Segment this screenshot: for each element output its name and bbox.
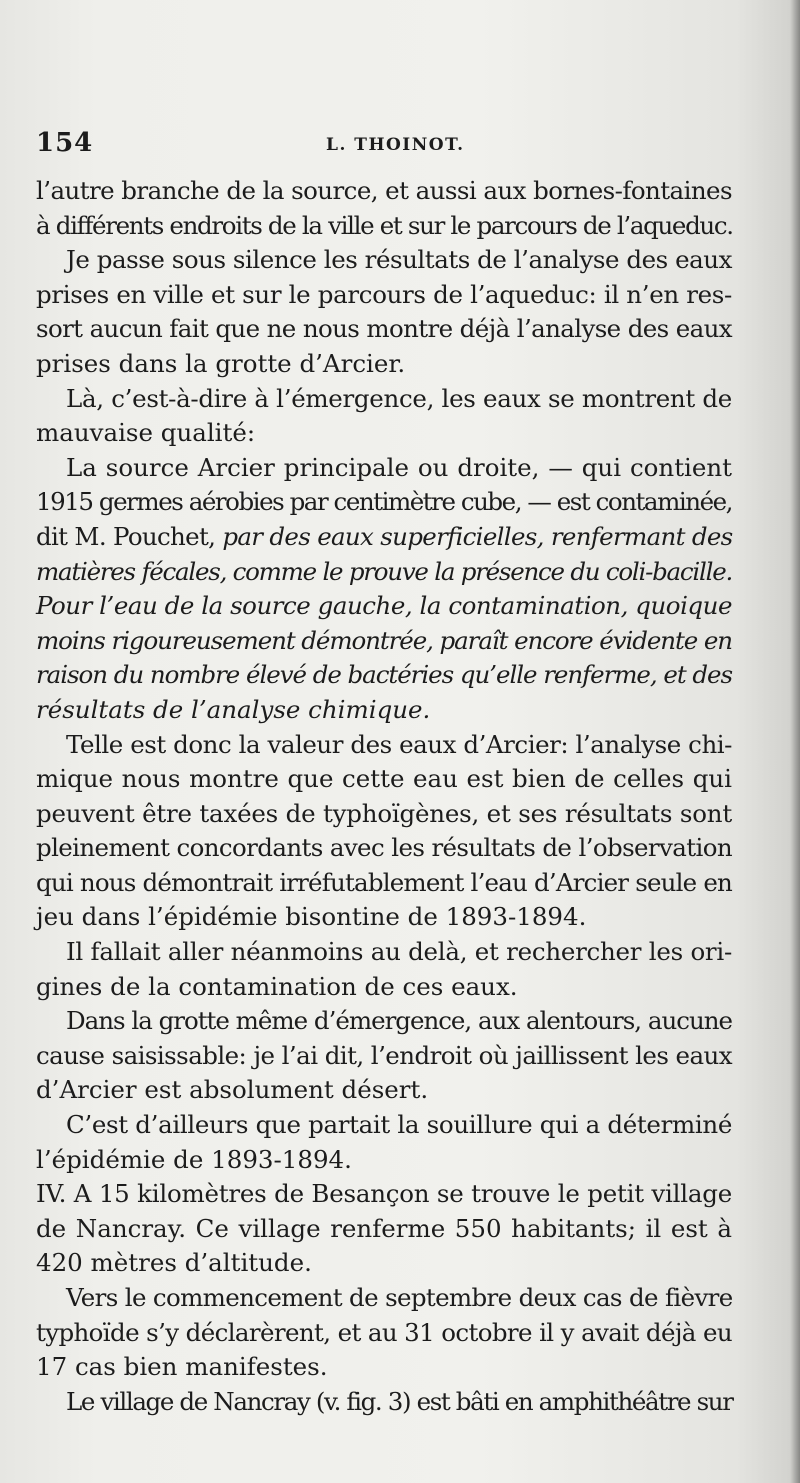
paragraph <box>36 1385 732 1420</box>
paragraph <box>36 728 732 936</box>
text-line: Le village de Nancray (v. fig. 3) est bâti en amphithéâtre sur <box>66 1386 733 1416</box>
text-line: Telle est donc la valeur des eaux d’Arcier: l’analyse chi- <box>66 729 732 759</box>
page-number: 154 <box>36 128 94 158</box>
text-line: l’autre branche de la source, et aussi aux bornes-fontaines <box>36 176 732 205</box>
text-run: dit M. Pouchet, <box>36 521 223 551</box>
italic-line: moins rigoureusement démontrée, paraît encore évidente en <box>36 625 732 655</box>
page-header <box>36 128 736 168</box>
paragraph <box>36 243 732 381</box>
text-line: Vers le commencement de septembre deux cas de fièvre <box>66 1283 733 1312</box>
text-line: 17 cas bien manifestes. <box>36 1352 328 1382</box>
text-line: Là, c’est-à-dire à l’émergence, les eaux se montrent de <box>66 383 732 413</box>
text-line: l’épidémie de 1893-1894. <box>36 1144 352 1174</box>
text-line: gines de la contamination de ces eaux. <box>36 971 518 1001</box>
text-line: Je passe sous silence les résultats de l’analyse des eaux <box>66 245 732 275</box>
text-line: pleinement concordants avec les résultats de l’observation <box>36 833 732 863</box>
paragraph <box>36 1004 732 1108</box>
text-line: Il fallait aller néanmoins au delà, et rechercher les ori- <box>66 937 732 967</box>
text-line: IV. A 15 kilomètres de Besançon se trouve le petit village <box>36 1179 732 1209</box>
text-line: de Nancray. Ce village renferme 550 habitants; il est à <box>36 1213 732 1243</box>
text-line: à différents endroits de la ville et sur le parcours de l’aqueduc. <box>36 210 733 240</box>
text-line: mauvaise qualité: <box>36 418 256 448</box>
text-line: 1915 germes aérobies par centimètre cube, — est contaminée, <box>36 487 733 517</box>
text-line: prises dans la grotte d’Arcier. <box>36 348 406 378</box>
paragraph <box>36 382 732 451</box>
page-edge-shadow <box>790 0 800 1483</box>
text-line: Dans la grotte même d’émergence, aux alentours, aucune <box>66 1006 732 1036</box>
running-head: L. THOINOT. <box>326 135 465 155</box>
text-line: prises en ville et sur le parcours de l’aqueduc: il n’en res- <box>36 279 732 309</box>
text-line: jeu dans l’épidémie bisontine de 1893-1894. <box>36 902 587 932</box>
text-line: qui nous démontrait irréfutablement l’eau d’Arcier seule en <box>36 867 732 897</box>
paragraph <box>36 1177 732 1281</box>
text-line: 420 mètres d’altitude. <box>36 1248 312 1278</box>
italic-line: matières fécales, comme le prouve la présence du coli-bacille. <box>36 556 732 586</box>
italic-line: Pour l’eau de la source gauche, la contamination, quoique <box>36 591 732 621</box>
text-line: cause saisissable: je l’ai dit, l’endroit où jaillissent les eaux <box>36 1040 732 1070</box>
paragraph <box>36 174 732 243</box>
paragraph <box>36 451 732 728</box>
paragraph <box>36 935 732 1004</box>
text-line: sort aucun fait que ne nous montre déjà l’analyse des eaux <box>36 314 732 344</box>
text-line: peuvent être taxées de typhoïgènes, et ses résultats sont <box>36 798 732 828</box>
text-line: C’est d’ailleurs que partait la souillure qui a déterminé <box>66 1110 732 1140</box>
text-line-mixed <box>36 520 732 555</box>
paragraph <box>36 1108 732 1177</box>
text-line: typhoïde s’y déclarèrent, et au 31 octobre il y avait déjà eu <box>36 1317 732 1347</box>
text-line: mique nous montre que cette eau est bien de celles qui <box>36 764 732 794</box>
italic-line: raison du nombre élevé de bactéries qu’elle renferme, et des <box>36 660 732 690</box>
paragraph <box>36 1281 732 1385</box>
text-line: d’Arcier est absolument désert. <box>36 1075 429 1105</box>
italic-run: par des eaux superficielles, renfermant des <box>222 521 733 551</box>
body-text <box>36 174 732 1419</box>
text-line: La source Arcier principale ou droite, — qui contient <box>66 452 732 482</box>
italic-line: résultats de l’analyse chimique. <box>36 694 431 724</box>
